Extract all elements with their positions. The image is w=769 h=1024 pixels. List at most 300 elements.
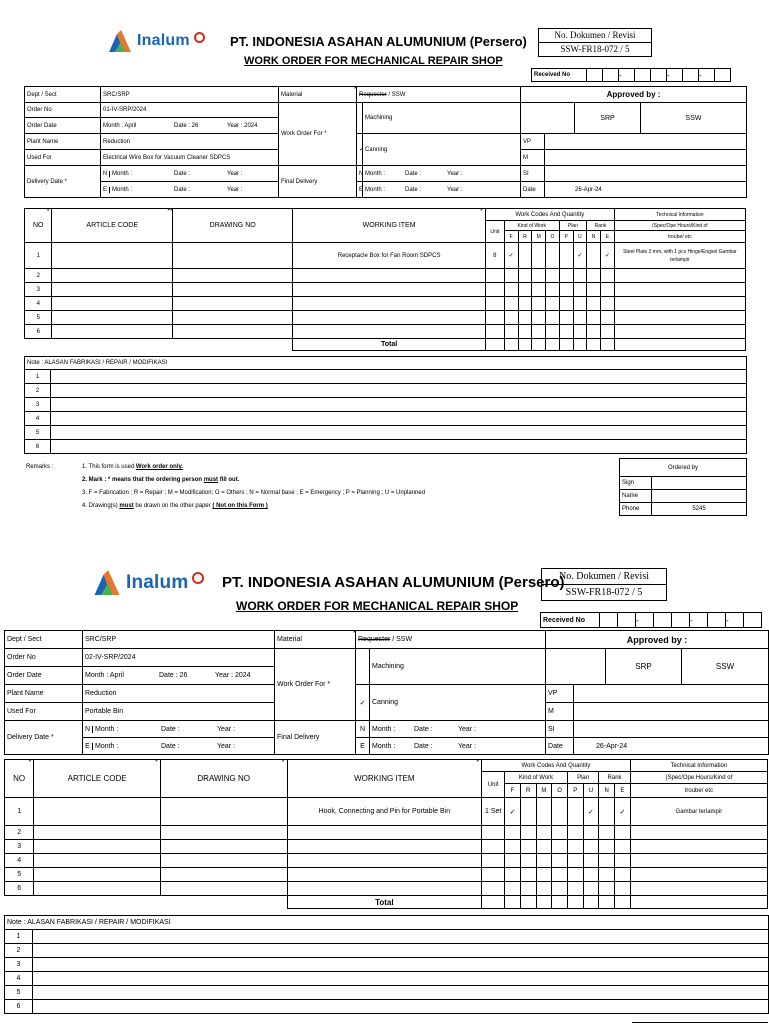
received-no-cell[interactable] [715,68,731,82]
inalum-logo [92,570,204,595]
approved-by-label: Approved by : [546,631,769,649]
ordered-by-table [619,458,747,516]
col-tech-3: troube/ etc [614,231,745,243]
delivery-date-label: Delivery Date * [5,721,83,755]
col-working: * WORKING ITEM [287,760,482,798]
code-n: N [587,231,601,243]
col-article: * ARTICLE CODE [34,760,161,798]
order-year: Year : 2024 [227,122,258,129]
order-year: Year : 2024 [215,672,251,679]
article-code-cell[interactable] [52,243,172,269]
col-unit: Unit [485,221,504,243]
col-plan: Plan [567,772,598,784]
approval-date-value: 26-Apr-24 [545,182,747,198]
inalum-logo [107,30,205,52]
final-e-label: E [357,182,363,198]
tech-info-cell[interactable]: Gambar terlampir [630,798,767,826]
code-o: O [546,231,560,243]
order-no-value[interactable]: 02-IV-SRP/2024 [83,649,275,667]
work-order-for-label: Work Order For * [275,649,356,721]
final-e-row[interactable] [363,182,521,198]
order-day: Date : 26 [159,672,188,679]
month-label: Month : [95,725,119,733]
table-row [25,243,746,269]
month-label: Month : [95,742,119,750]
remark-1-emph: Work order only. [135,464,184,470]
col-working: * WORKING ITEM [293,209,485,243]
check-o[interactable] [546,243,560,269]
remark-4 [82,500,425,513]
requester-label: Requester [358,636,391,643]
code-p: P [567,784,583,798]
code-m: M [532,231,546,243]
table-row [5,840,768,854]
doc-label: No. Dokumen / Revisi [539,29,651,43]
ssw-label: SSW [682,649,769,685]
table-row [5,854,768,868]
order-day: Date : 26 [174,122,199,129]
remarks-list [82,461,425,513]
list-item [5,930,769,944]
date-label: Date : [414,742,433,750]
dept-label: Dept / Sect [25,87,101,103]
phone-label: Phone [620,503,652,516]
note-line[interactable] [51,384,747,398]
note-no: 3 [5,958,33,972]
doc-number: SSW-FR18-072 / 5 [565,587,643,598]
phone-value[interactable]: 5245 [652,503,747,516]
order-info-table [4,630,769,755]
col-drawing-label: DRAWING NO [197,774,250,783]
vp-label: VP [521,134,545,150]
col-work-codes: Work Codes And Quantity [485,209,614,221]
order-date-label: Order Date [5,667,83,685]
list-item [5,972,769,986]
col-rank: Rank [599,772,630,784]
unit-cell[interactable]: 1 Set [482,798,505,826]
machining-label: Machining [363,103,521,134]
canning-label: Canning [363,134,521,166]
srp-label: SRP [606,649,682,685]
company-name: PT. INDONESIA ASAHAN ALUMUNIUM (Persero) [222,574,565,591]
table-row [5,882,768,896]
check-u[interactable]: ✓ [583,798,599,826]
final-e-label: E [356,738,370,755]
note-no: 6 [25,440,51,454]
note-line[interactable] [51,370,747,384]
requester-value: / SSW [386,91,406,98]
month-label: Month : [112,170,133,177]
col-article-label: ARTICLE CODE [67,774,127,783]
col-work-codes: Work Codes And Quantity [482,760,631,772]
year-label: Year : [458,725,477,733]
approval-date-value: 26-Apr-24 [574,738,769,755]
used-for-label: Used For [25,150,101,166]
date-label: Date : [161,725,180,733]
final-n-row[interactable] [370,721,546,738]
code-o: O [552,784,568,798]
plant-value[interactable]: Reduction [83,685,275,703]
n-label: N [101,171,110,177]
list-item [25,398,747,412]
check-r[interactable] [520,798,536,826]
dept-label: Dept / Sect [5,631,83,649]
check-e[interactable]: ✓ [614,798,630,826]
requester-field[interactable]: * Requester / SSW [356,631,546,649]
col-no: * NO [5,760,34,798]
unit-cell[interactable]: 8 [485,243,504,269]
order-month: Month : April [103,122,137,129]
date-label: Date : [174,170,191,177]
received-no-cell[interactable] [708,612,726,628]
date-label: Date : [174,186,191,193]
col-no: * NO [25,209,52,243]
name-field[interactable] [652,490,747,503]
ssw-label: SSW [641,103,747,134]
note-line[interactable] [33,1000,769,1014]
order-no-label: Order No [25,103,101,118]
remark-2 [82,474,425,487]
note-line[interactable] [51,398,747,412]
check-e[interactable]: ✓ [600,243,614,269]
table-row [25,283,746,297]
year-label: Year : [217,742,236,750]
code-u: U [573,231,587,243]
remark-3: 3. F = Fabrication ; R = Repair ; M = Modification; O = Others ; N = Normal base ; E = Emergency ; P = Planning ; U = Unplanned [82,490,426,496]
delivery-date-label: Delivery Date * [25,166,101,198]
used-for-label: Used For [5,703,83,721]
final-e-row[interactable] [370,738,546,755]
note-line[interactable] [33,986,769,1000]
requester-label: Requester [359,91,387,98]
row-no: 5 [25,311,52,325]
remark-1 [82,461,425,474]
working-item-cell[interactable]: Receptacle Box for Fan Room SDPCS [293,243,485,269]
received-no-label: Received No [531,68,587,82]
year-label: Year : [458,742,477,750]
delivery-e-row[interactable] [101,182,279,198]
col-kind-of-work: Kind of Work [505,772,568,784]
logo-wordmark: Inalum [126,571,189,593]
remark-2-tail: fill out. [218,477,240,483]
name-label: Name [620,490,652,503]
table-row [25,325,746,339]
order-info-table [24,86,747,198]
remark-2-emph: must [203,477,219,483]
row-no: 5 [5,868,34,882]
received-no-cell[interactable]: - [690,612,708,628]
order-date-label: Order Date [25,118,101,134]
col-article: * ARTICLE CODE [52,209,172,243]
row-no: 3 [5,840,34,854]
month-label: Month : [372,725,396,733]
doc-number: SSW-FR18-072 / 5 [560,44,630,54]
received-no-cell[interactable] [744,612,762,628]
col-tech-1: Technical Information [630,760,767,772]
table-row [5,826,768,840]
dept-value[interactable]: SRC/SRP [101,87,279,103]
note-no: 2 [25,384,51,398]
plant-label: Plant Name [5,685,83,703]
total-label: Total [293,339,485,351]
item-no: 1 [5,798,34,826]
machining-check[interactable] [356,649,370,685]
work-items-table [4,759,768,909]
order-no-label: Order No [5,649,83,667]
table-row [25,297,746,311]
check-n[interactable] [599,798,615,826]
received-no-cell[interactable] [672,612,690,628]
table-row [25,269,746,283]
date-label: Date : [414,725,433,733]
delivery-n-row[interactable] [83,721,275,738]
dept-value[interactable]: SRC/SRP [83,631,275,649]
approved-by-label: Approved by : [521,87,747,103]
canning-check[interactable]: ✓ [357,134,363,166]
note-label: Note : ALASAN FABRIKASI / REPAIR / MODIFIKASI [25,357,747,370]
list-item [25,384,747,398]
note-line[interactable] [33,930,769,944]
working-item-cell[interactable]: Hook, Connecting and Pin for Portable Bin [287,798,482,826]
received-no-cell[interactable] [603,68,619,82]
code-u: U [583,784,599,798]
code-p: P [559,231,573,243]
received-no-cell[interactable]: - [699,68,715,82]
col-tech-1: Technical Information [614,209,745,221]
month-label: Month : [365,186,386,193]
work-items-table [24,208,746,351]
final-n-label: N [356,721,370,738]
col-drawing-label: DRAWING NO [209,222,256,229]
row-no: 2 [5,826,34,840]
table-row [25,311,746,325]
srp-label: SRP [575,103,641,134]
note-line[interactable] [51,412,747,426]
remark-4-mid: be drawn on the other paper [133,503,213,509]
note-table [24,356,747,454]
code-r: R [520,784,536,798]
delivery-e-row[interactable] [83,738,275,755]
approval-date-label: Date [521,182,545,198]
month-label: Month : [112,186,133,193]
drawing-no-cell[interactable] [172,243,292,269]
date-label: Date : [405,186,422,193]
note-no: 4 [25,412,51,426]
approval-date-label: Date [546,738,574,755]
m-label: M [521,150,545,166]
plant-value[interactable]: Reduction [101,134,279,150]
received-no-cell[interactable]: - [636,612,654,628]
note-line[interactable] [51,426,747,440]
delivery-n-row[interactable] [101,166,279,182]
row-no: 4 [25,297,52,311]
canning-check[interactable]: ✓ [356,685,370,721]
note-no: 2 [5,944,33,958]
code-f: F [504,231,518,243]
order-date-value[interactable] [101,118,279,134]
final-delivery-label: Final Delivery [279,166,357,198]
col-working-label: WORKING ITEM [362,222,416,229]
note-no: 1 [5,930,33,944]
code-r: R [518,231,532,243]
requester-field[interactable]: * Requester / SSW [357,87,521,103]
row-no: 6 [5,882,34,896]
received-no-cell[interactable] [600,612,618,628]
work-order-for-label: Work Order For * [279,103,357,166]
note-no: 6 [5,1000,33,1014]
received-no-cell[interactable]: - [619,68,635,82]
remark-2-text: 2. Mark : * means that the ordering person [82,477,204,483]
received-no-cell[interactable] [654,612,672,628]
logo-ring-icon [194,32,205,43]
received-no-cell[interactable] [651,68,667,82]
received-no-cell[interactable]: - [726,612,744,628]
note-line[interactable] [33,944,769,958]
code-e: E [614,784,630,798]
check-m[interactable] [532,243,546,269]
order-no-value[interactable]: 01-IV-SRP/2024 [101,103,279,118]
article-code-cell[interactable] [34,798,161,826]
row-no: 4 [5,854,34,868]
ordered-by-label: Ordered by [620,459,747,477]
check-f[interactable]: ✓ [505,798,521,826]
received-no-cell[interactable] [587,68,603,82]
order-month: Month : April [85,672,124,679]
inalum-logo-icon [92,570,122,595]
note-no: 5 [5,986,33,1000]
note-line[interactable] [33,972,769,986]
list-item [5,958,769,972]
received-no-cell[interactable] [635,68,651,82]
check-p[interactable] [567,798,583,826]
final-n-label: N [357,166,363,182]
note-no: 3 [25,398,51,412]
doc-label: No. Dokumen / Revisi [542,569,666,585]
order-date-value[interactable] [83,667,275,685]
check-m[interactable] [536,798,552,826]
received-no-cell[interactable]: - [667,68,683,82]
sign-field[interactable] [652,477,747,490]
check-p[interactable] [559,243,573,269]
n-label: N [83,726,93,733]
list-item [25,440,747,454]
check-f[interactable]: ✓ [504,243,518,269]
col-no-label: NO [13,774,26,783]
canning-label: Canning [370,685,546,721]
month-label: Month : [372,742,396,750]
remark-4-emph: must [119,503,134,509]
check-o[interactable] [552,798,568,826]
col-unit: Unit [482,772,505,798]
row-no: 2 [25,269,52,283]
row-no: 6 [25,325,52,339]
inalum-logo-icon [107,30,133,52]
remark-4-text: 4. Drawing(s) [82,503,120,509]
col-tech-2: (Spec/Ope Hours/Kind of [630,772,767,784]
machining-label: Machining [370,649,546,685]
item-no: 1 [25,243,52,269]
received-no-cell[interactable] [618,612,636,628]
plant-label: Plant Name [25,134,101,150]
table-row [5,868,768,882]
row-no: 3 [25,283,52,297]
year-label: Year : [447,170,463,177]
year-label: Year : [217,725,236,733]
col-rank: Rank [587,221,615,231]
date-label: Date : [405,170,422,177]
list-item [25,412,747,426]
used-for-value[interactable]: Electrical Wire Box for Vacuum Cleaner SDPCS [101,150,279,166]
col-no-label: NO [32,222,44,229]
material-label: Material [279,87,357,103]
document-number-box [538,28,652,57]
list-item [5,1000,769,1014]
table-row [5,798,768,826]
remark-1-text: 1. This form is used [82,464,136,470]
check-u[interactable]: ✓ [573,243,587,269]
total-label: Total [287,896,482,909]
code-e: E [600,231,614,243]
remarks-label: Remarks : [26,464,54,470]
check-r[interactable] [518,243,532,269]
si-label: SI [546,721,574,738]
received-no [531,68,731,82]
form-title: WORK ORDER FOR MECHANICAL REPAIR SHOP [244,55,503,67]
remark-4-tail: ( Not on this Form ) [212,503,268,509]
note-line[interactable] [33,958,769,972]
col-drawing: * DRAWING NO [172,209,292,243]
company-name: PT. INDONESIA ASAHAN ALUMUNIUM (Persero) [230,34,527,49]
code-n: N [599,784,615,798]
e-label: E [101,187,110,193]
year-label: Year : [227,170,243,177]
material-label: Material [275,631,356,649]
received-no-label: Received No [540,612,600,628]
col-working-label: WORKING ITEM [354,774,415,783]
logo-wordmark: Inalum [137,32,190,49]
e-label: E [83,743,93,750]
vp-label: VP [546,685,574,703]
note-line[interactable] [51,440,747,454]
logo-ring-icon [192,572,204,584]
drawing-no-cell[interactable] [160,798,287,826]
date-label: Date : [161,742,180,750]
ordered-by-box-top [632,1022,768,1023]
final-n-row[interactable] [363,166,521,182]
form-title: WORK ORDER FOR MECHANICAL REPAIR SHOP [236,599,519,613]
note-table [4,915,769,1014]
list-item [25,426,747,440]
note-label: Note : ALASAN FABRIKASI / REPAIR / MODIFIKASI [5,916,769,930]
final-delivery-label: Final Delivery [275,721,356,755]
check-n[interactable] [587,243,601,269]
code-m: M [536,784,552,798]
received-no-cell[interactable] [683,68,699,82]
document-number-box [541,568,667,601]
requester-value: / SSW [390,636,413,643]
note-no: 5 [25,426,51,440]
col-kind-of-work: Kind of Work [504,221,559,231]
note-no: 4 [5,972,33,986]
tech-info-cell[interactable]: Steel Plate 2 mm, with 1 pcs Hinge/Engsel Gambar terlampir [614,243,745,269]
year-label: Year : [227,186,243,193]
used-for-value[interactable]: Portable Bin [83,703,275,721]
col-plan: Plan [559,221,586,231]
code-f: F [505,784,521,798]
col-article-label: ARTICLE CODE [86,222,139,229]
list-item [25,370,747,384]
note-no: 1 [25,370,51,384]
